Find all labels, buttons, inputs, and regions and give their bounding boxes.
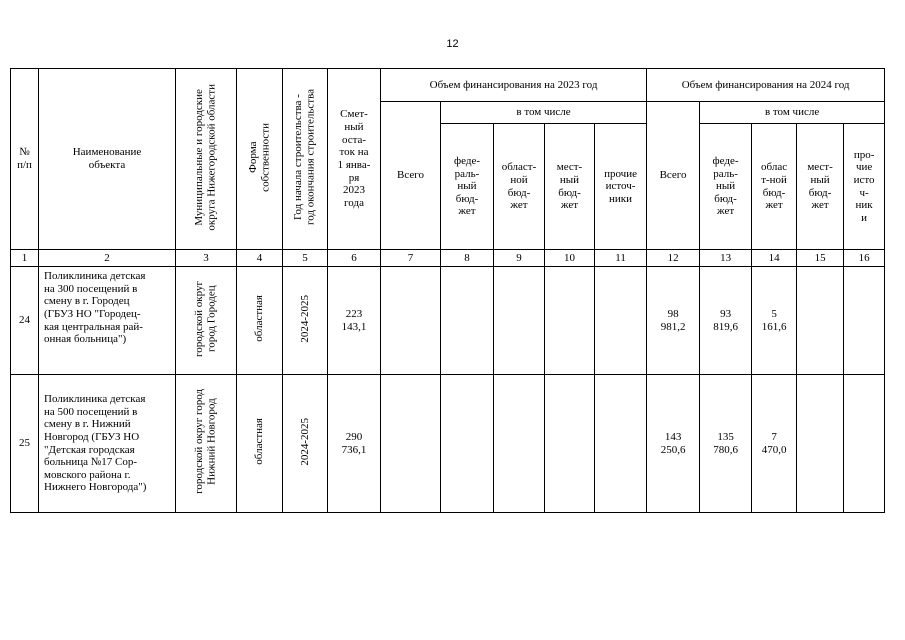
- header-fin-2023: Объем финансирования на 2023 год: [381, 69, 647, 102]
- row-municipality-text: городской округ город Городец: [193, 280, 218, 357]
- col-number: 5: [283, 250, 328, 267]
- row-years: [283, 267, 328, 375]
- header-incl-2023: в том числе: [441, 102, 647, 124]
- header-total-2023: Всего: [381, 102, 441, 250]
- row-federal-2023: [441, 375, 494, 513]
- header-estimate: Смет- ный остa- ток на 1 янва- ря 2023 года: [328, 69, 381, 250]
- header-local-2023: мест- ный бюд- жет: [545, 124, 595, 250]
- header-incl-2024: в том числе: [700, 102, 885, 124]
- row-regional-2023: [494, 267, 545, 375]
- col-number: 9: [494, 250, 545, 267]
- row-local-2024: [797, 375, 844, 513]
- row-federal-2024: 135 780,6: [700, 375, 752, 513]
- row-federal-2023: [441, 267, 494, 375]
- header-municipality: [176, 69, 237, 250]
- header-years: [283, 69, 328, 250]
- col-number: 4: [237, 250, 283, 267]
- row-local-2023: [545, 267, 595, 375]
- col-number: 10: [545, 250, 595, 267]
- row-years-text: 2024-2025: [298, 417, 311, 466]
- row-total-2024: 143 250,6: [647, 375, 700, 513]
- row-other-2023: [595, 375, 647, 513]
- header-local-2024: мест- ный бюд- жет: [797, 124, 844, 250]
- row-regional-2023: [494, 375, 545, 513]
- col-number: 6: [328, 250, 381, 267]
- row-name: Поликлиника детская на 300 посещений в смену в г. Городец (ГБУЗ НО "Городец- кая центральная рай- онная больница"): [39, 267, 176, 375]
- page-number: 12: [446, 38, 459, 50]
- column-number-row: [11, 250, 885, 267]
- row-municipality: [176, 267, 237, 375]
- row-local-2023: [545, 375, 595, 513]
- row-years: [283, 375, 328, 513]
- row-estimate: 290 736,1: [328, 375, 381, 513]
- row-num: 24: [11, 267, 39, 375]
- header-regional-2024: облас т-ной бюд- жет: [752, 124, 797, 250]
- row-total-2023: [381, 267, 441, 375]
- row-ownership-text: областная: [253, 418, 266, 466]
- row-regional-2024: 5 161,6: [752, 267, 797, 375]
- header-fin-2024: Объем финансирования на 2024 год: [647, 69, 885, 102]
- col-number: 14: [752, 250, 797, 267]
- header-federal-2024: феде- раль- ный бюд- жет: [700, 124, 752, 250]
- header-years-text: Год начала строительства - год окончания строительства: [292, 89, 317, 226]
- row-municipality: [176, 375, 237, 513]
- header-federal-2023: феде- раль- ный бюд- жет: [441, 124, 494, 250]
- col-number: 2: [39, 250, 176, 267]
- col-number: 16: [844, 250, 885, 267]
- header-name: Наименование объекта: [39, 69, 176, 250]
- row-total-2024: 98 981,2: [647, 267, 700, 375]
- col-number: 1: [11, 250, 39, 267]
- header-num: № п/п: [11, 69, 39, 250]
- col-number: 13: [700, 250, 752, 267]
- col-number: 8: [441, 250, 494, 267]
- row-years-text: 2024-2025: [298, 294, 311, 343]
- table-row: [11, 375, 885, 513]
- row-other-2024: [844, 375, 885, 513]
- row-other-2024: [844, 267, 885, 375]
- row-other-2023: [595, 267, 647, 375]
- header-row-1: [11, 69, 885, 102]
- col-number: 11: [595, 250, 647, 267]
- row-municipality-text: городской округ город Нижний Новгород: [193, 389, 218, 495]
- col-number: 12: [647, 250, 700, 267]
- header-municipality-text: Муниципальные и городские округа Нижегородской области: [193, 83, 218, 231]
- financing-table: [10, 68, 885, 513]
- row-name: Поликлиника детская на 500 посещений в смену в г. Нижний Новгород (ГБУЗ НО "Детская городская больница №17 Сор- мовского района г. Нижнего Новгорода"): [39, 375, 176, 513]
- row-local-2024: [797, 267, 844, 375]
- row-federal-2024: 93 819,6: [700, 267, 752, 375]
- col-number: 7: [381, 250, 441, 267]
- row-total-2023: [381, 375, 441, 513]
- header-other-2023: прочие источ- ники: [595, 124, 647, 250]
- header-ownership: [237, 69, 283, 250]
- header-other-2024: про- чие исто ч- ник и: [844, 124, 885, 250]
- table-row: [11, 267, 885, 375]
- header-total-2024: Всего: [647, 102, 700, 250]
- row-num: 25: [11, 375, 39, 513]
- header-regional-2023: област- ной бюд- жет: [494, 124, 545, 250]
- row-regional-2024: 7 470,0: [752, 375, 797, 513]
- row-ownership-text: областная: [253, 295, 266, 343]
- row-estimate: 223 143,1: [328, 267, 381, 375]
- header-ownership-text: Форма собственности: [246, 122, 272, 192]
- row-ownership: [237, 267, 283, 375]
- row-ownership: [237, 375, 283, 513]
- col-number: 15: [797, 250, 844, 267]
- col-number: 3: [176, 250, 237, 267]
